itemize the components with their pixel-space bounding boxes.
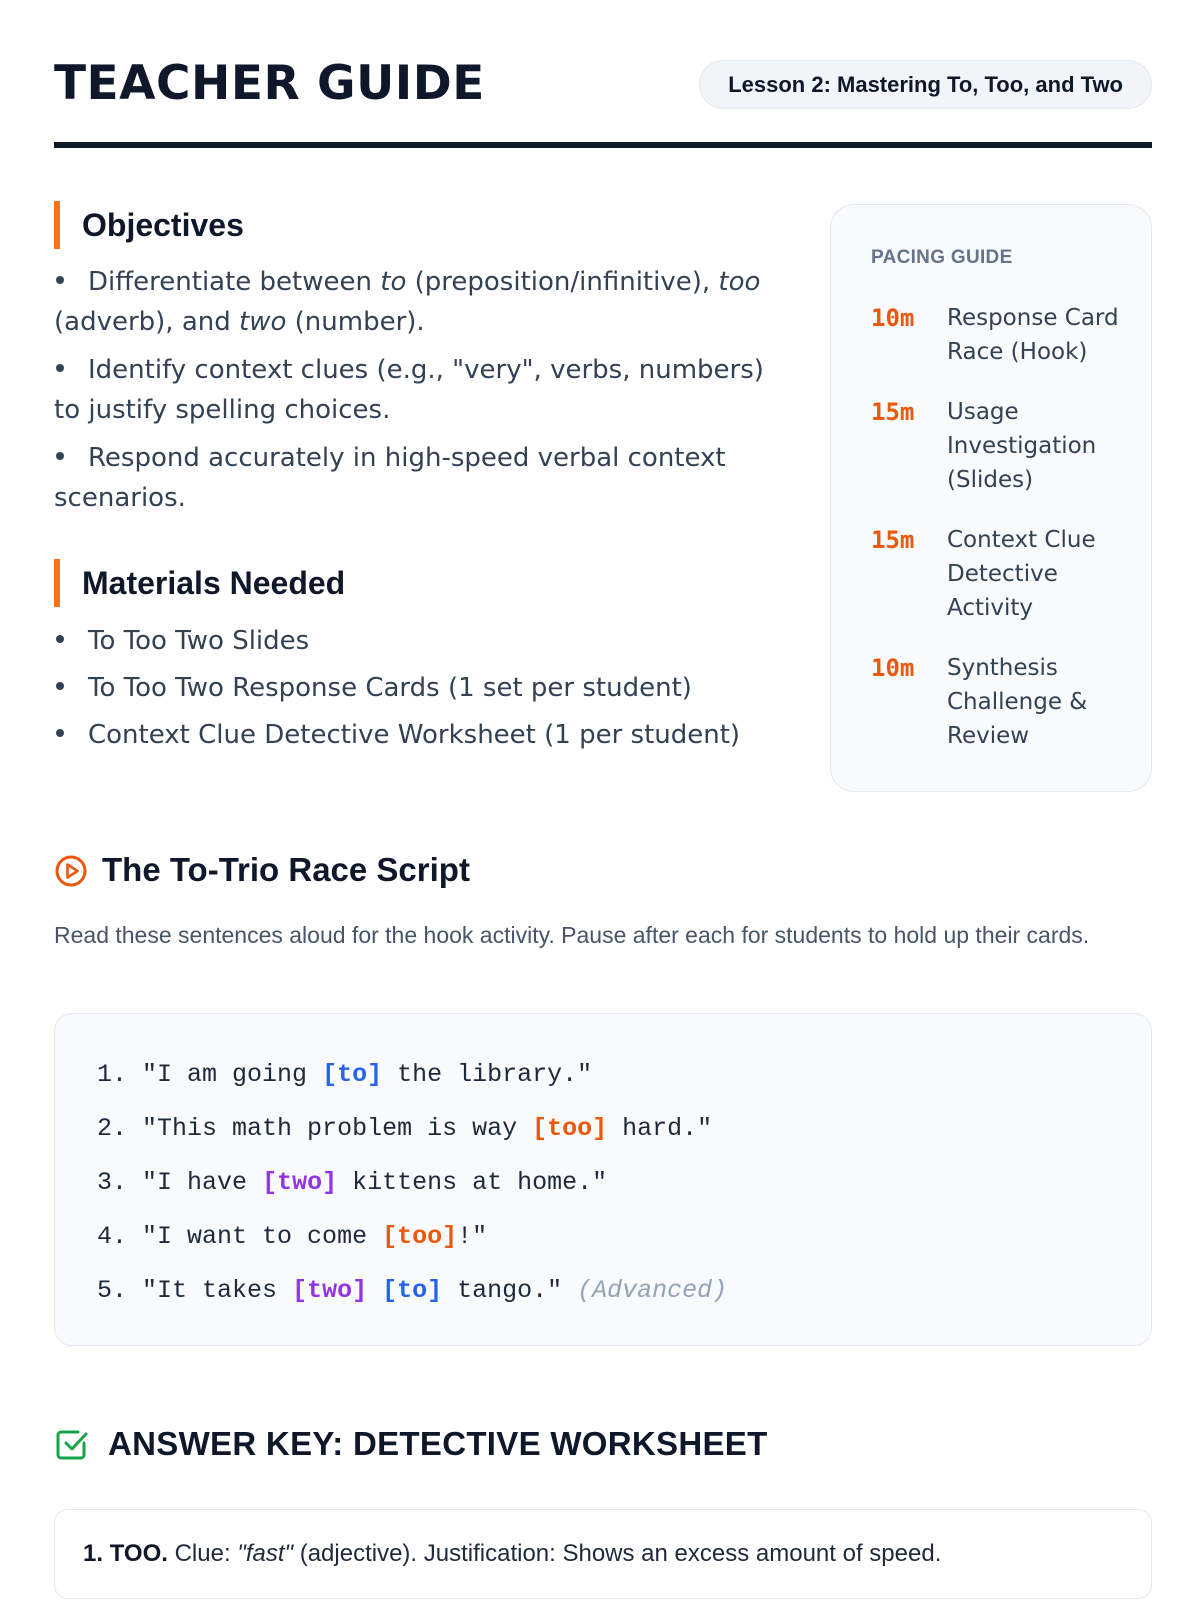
list-item: To Too Two Slides (54, 621, 774, 661)
answer-clue: "fast" (237, 1540, 294, 1567)
script-line (97, 1102, 727, 1156)
header (54, 58, 1152, 110)
answer-token-to: [to] (322, 1060, 383, 1089)
materials-list (54, 621, 774, 762)
bullet-dot (56, 364, 64, 372)
sentence-text: "I am going (142, 1060, 323, 1089)
bullet-dot (56, 729, 64, 737)
accent-bar (54, 559, 60, 607)
race-script-intro: Read these sentences aloud for the hook activity. Pause after each for students to hold up their cards. (54, 922, 1090, 948)
sentence-text: !" (457, 1222, 488, 1251)
script-line (97, 1048, 727, 1102)
page-title: TEACHER GUIDE (54, 56, 485, 111)
bullet-dot (56, 452, 64, 460)
script-line-number: 5. (97, 1276, 128, 1305)
list-item: Respond accurately in high-speed verbal context scenarios. (54, 443, 726, 513)
script-line (97, 1210, 727, 1264)
pacing-label: Context Clue Detective Activity (947, 527, 1096, 621)
answer-token-too: [too] (382, 1222, 458, 1251)
accent-bar (54, 201, 60, 249)
race-script-list (97, 1048, 727, 1318)
list-item: To Too Two Response Cards (1 set per student) (54, 668, 774, 708)
sentence-text: the library." (382, 1060, 593, 1089)
difficulty-note: (Advanced) (577, 1276, 728, 1305)
sentence-text: "I have (142, 1168, 263, 1197)
answer-token-two: [two] (292, 1276, 368, 1305)
answer-line: 1. TOO. Clue: "fast" (adjective). Justification: Shows an excess amount of speed. (83, 1540, 942, 1567)
sentence-text: "This math problem is way (142, 1114, 533, 1143)
sentence-text: "I want to come (142, 1222, 383, 1251)
bullet-dot (56, 682, 64, 690)
answer-label: 1. TOO. (83, 1540, 168, 1567)
pacing-time: 10m (871, 654, 915, 682)
script-line-number: 3. (97, 1168, 128, 1197)
objectives-list (54, 262, 774, 526)
sentence-text: hard." (607, 1114, 713, 1143)
race-script-title: The To-Trio Race Script (102, 851, 470, 888)
race-script-box (54, 1013, 1152, 1346)
script-line-number: 4. (97, 1222, 128, 1251)
list-item: Differentiate between to (preposition/infinitive), too (adverb), and two (number). (54, 267, 761, 337)
materials-title: Materials Needed (82, 565, 346, 601)
bullet-dot (56, 635, 64, 643)
sentence-text (367, 1276, 382, 1305)
pacing-time: 10m (871, 304, 915, 332)
pacing-label: Response Card Race (Hook) (947, 305, 1119, 365)
list-item: Identify context clues (e.g., "very", verbs, numbers) to justify spelling choices. (54, 355, 764, 425)
sentence-text: tango." (442, 1276, 563, 1305)
answer-key-title: ANSWER KEY: DETECTIVE WORKSHEET (108, 1425, 768, 1462)
pacing-label: Synthesis Challenge & Review (947, 655, 1088, 749)
lesson-badge: Lesson 2: Mastering To, Too, and Two (699, 60, 1152, 109)
pacing-label: Usage Investigation (Slides) (947, 399, 1097, 493)
pacing-guide-card (830, 204, 1152, 792)
answer-card (54, 1509, 1152, 1599)
answer-token-too: [too] (532, 1114, 608, 1143)
objectives-title: Objectives (82, 207, 244, 243)
script-line (97, 1264, 727, 1318)
sentence-text: kittens at home." (337, 1168, 608, 1197)
pacing-title: PACING GUIDE (871, 247, 1013, 268)
answer-token-two: [two] (262, 1168, 338, 1197)
script-line-number: 2. (97, 1114, 128, 1143)
script-line-number: 1. (97, 1060, 128, 1089)
play-circle-icon (54, 854, 88, 888)
list-item: Context Clue Detective Worksheet (1 per student) (54, 715, 774, 755)
bullet-dot (56, 276, 64, 284)
pacing-time: 15m (871, 526, 915, 554)
answer-token-to: [to] (382, 1276, 443, 1305)
script-line (97, 1156, 727, 1210)
pacing-time: 15m (871, 398, 915, 426)
header-divider (54, 142, 1152, 148)
sentence-text: "It takes (142, 1276, 293, 1305)
checkbox-checked-icon (54, 1426, 90, 1462)
